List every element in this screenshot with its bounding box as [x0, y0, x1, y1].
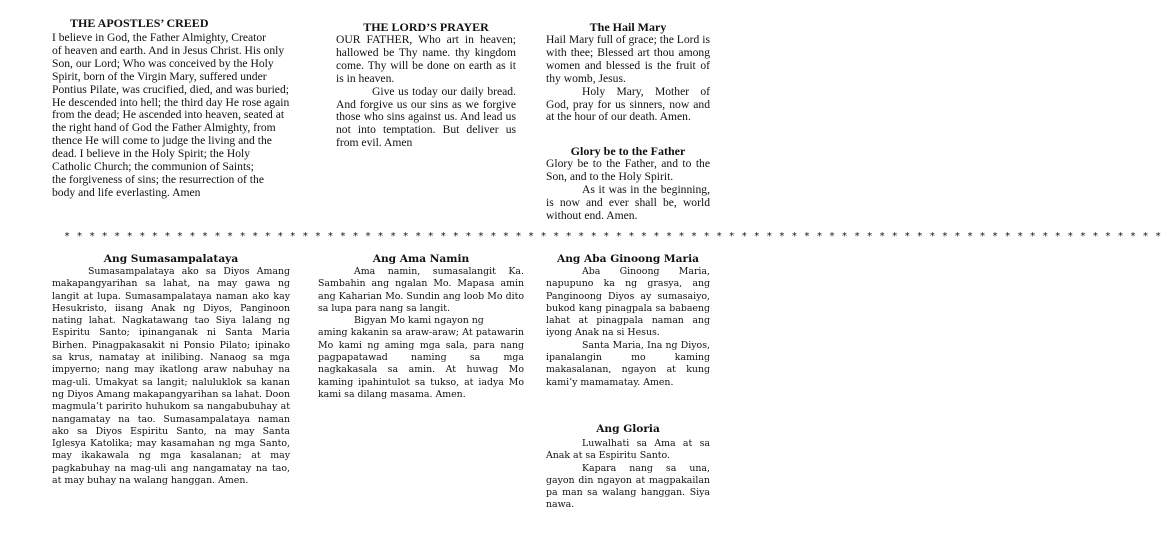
creed-line: Spirit, born of the Virgin Mary, suffered under [52, 69, 267, 83]
glory-be-paragraph-1: Glory be to the Father, and to the Son, and to the Holy Spirit. [546, 157, 710, 183]
aba-ginoong-maria-title: Ang Aba Ginoong Maria [557, 253, 699, 265]
glory-be-title: Glory be to the Father [570, 144, 686, 158]
creed-line: from the dead; He ascended into heaven, seated at [52, 108, 285, 122]
lords-prayer-english [336, 20, 516, 150]
creed-line: I believe in God, the Father Almighty, Creator [52, 31, 267, 44]
creed-line: Son, our Lord; Who was conceived by the Holy [52, 56, 274, 70]
apostles-creed-english [52, 16, 296, 200]
creed-line: the forgiveness of sins; the resurrection of the [52, 172, 264, 186]
hail-mary-english [546, 20, 710, 124]
lords-prayer-paragraph-1: OUR FATHER, Who art in heaven; hallowed be Thy name. thy kingdom come. Thy will be done on earth as it is in heaven. [336, 33, 516, 85]
apostles-creed-title: THE APOSTLES’ CREED [70, 16, 209, 30]
aba-ginoong-maria-paragraph-2: Santa Maria, Ina ng Diyos, ipanalangin mo kaming makasalanan, ngayon at kung kami’y mamamatay. Amen. [546, 339, 710, 388]
glory-be-english [546, 144, 710, 223]
asterisk-divider: * * * * * * * * * * * * * * * * * * * * * * * * * * * * * * * * * * * * * * * * * * * * * * * * * * * * * * * * * * * * * * * * * * * * * * * * * * * * * * * * * * * * * * * * [64, 231, 1161, 242]
hail-mary-title: The Hail Mary [589, 20, 667, 34]
ama-namin-title: Ang Ama Namin [372, 253, 470, 265]
sumasampalataya-title: Ang Sumasampalataya [103, 253, 239, 265]
creed-line: dead. I believe in the Holy Spirit; the Holy [52, 147, 251, 161]
hail-mary-paragraph-2: Holy Mary, Mother of God, pray for us sinners, now and at the hour of our death. Amen. [546, 84, 710, 124]
ama-namin-paragraph-2: aming kakanin sa araw-araw; At patawarin Mo kami ng aming mga sala, para nang pagpapatawad naming sa mga nagkakasala sa amin. At huwag Mo kaming ipahintulot sa tukso, at iadya Mo kami sa dilang masama. Amen. [318, 327, 524, 400]
creed-line: He descended into hell; the third day He rose again [52, 95, 290, 109]
creed-line: Catholic Church; the communion of Saints; [52, 160, 254, 174]
ang-gloria-paragraph-1: Luwalhati sa Ama at sa Anak at sa Espiritu Santo. [546, 438, 710, 462]
creed-line: thence He will come to judge the living and the [52, 134, 272, 148]
lords-prayer-tagalog [318, 253, 524, 401]
ang-gloria-paragraph-2: Kapara nang sa una, gayon din ngayon at magpakailan pa man sa walang hanggan. Siya nawa. [546, 462, 710, 511]
ama-namin-paragraph-2-first-line: Bigyan Mo kami ngayon ng [354, 315, 484, 327]
gloria-tagalog [546, 423, 710, 512]
ama-namin-paragraph-1: Ama namin, sumasalangit Ka. Sambahin ang ngalan Mo. Mapasa amin ang Kaharian Mo. Sundin ang loob Mo dito sa lupa para nang sa langit. [318, 266, 524, 314]
creed-line: Pontius Pilate, was crucified, died, and was buried; [52, 82, 289, 96]
sumasampalataya-text: Sumasampalataya ako sa Diyos Amang makapangyarihan sa lahat, na may gawa ng langit at lupa. Sumasampalataya naman ako kay Hesukristo, iisang Anak ng Diyos, Panginoon nating lahat. Nagkatawang tao Siya lalang ng Espiritu Santo; ipinanganak ni Santa Maria Birhen. Pinagpakasakit ni Ponsio Pilato; ipinako sa krus, namatay at inilibing. Nanaog sa mga impyerno; nang may ikatlong araw nabuhay na mag-uli. Umakyat sa langit; naluluklok sa kanan ng Diyos Amang makapangyarihan sa lahat. Doon magmula’t paririto huhukom sa nangabubuhay at nangamatay na tao. Sumasampalataya naman ako sa Diyos Espiritu Santo, na may Santa Iglesya Katolika; may kasamahan ng mga Santo, may ikakawala ng mga kasalanan; at may pagkabuhay na mag-uli ang nangamatay na tao, at may buhay na walang hanggan. Amen. [52, 266, 290, 487]
creed-line: body and life everlasting. Amen [52, 185, 201, 199]
apostles-creed-tagalog [52, 253, 290, 487]
glory-be-paragraph-2: As it was in the beginning, is now and ever shall be, world without end. Amen. [546, 182, 710, 222]
ang-gloria-title: Ang Gloria [596, 423, 660, 435]
aba-ginoong-maria-paragraph-1: Aba Ginoong Maria, napupuno ka ng grasya, ang Panginoong Diyos ay sumasaiyo, bukod kang pinagpala sa babaeng lahat at pinagpala naman ang iyong Anak na si Hesus. [546, 266, 710, 339]
lords-prayer-title: THE LORD’S PRAYER [363, 20, 489, 34]
lords-prayer-paragraph-2: Give us today our daily bread. And forgive us our sins as we forgive those who sins against us. And lead us not into temptation. But deliver us from evil. Amen [336, 84, 516, 150]
creed-line: of heaven and earth. And in Jesus Christ. His only [52, 43, 285, 57]
hail-mary-tagalog [546, 253, 710, 389]
apostles-creed-text [52, 32, 296, 200]
hail-mary-paragraph-1: Hail Mary full of grace; the Lord is with thee; Blessed art thou among women and blessed is the fruit of thy womb, Jesus. [546, 33, 710, 85]
creed-line: the right hand of God the Father Almighty, from [52, 121, 276, 135]
